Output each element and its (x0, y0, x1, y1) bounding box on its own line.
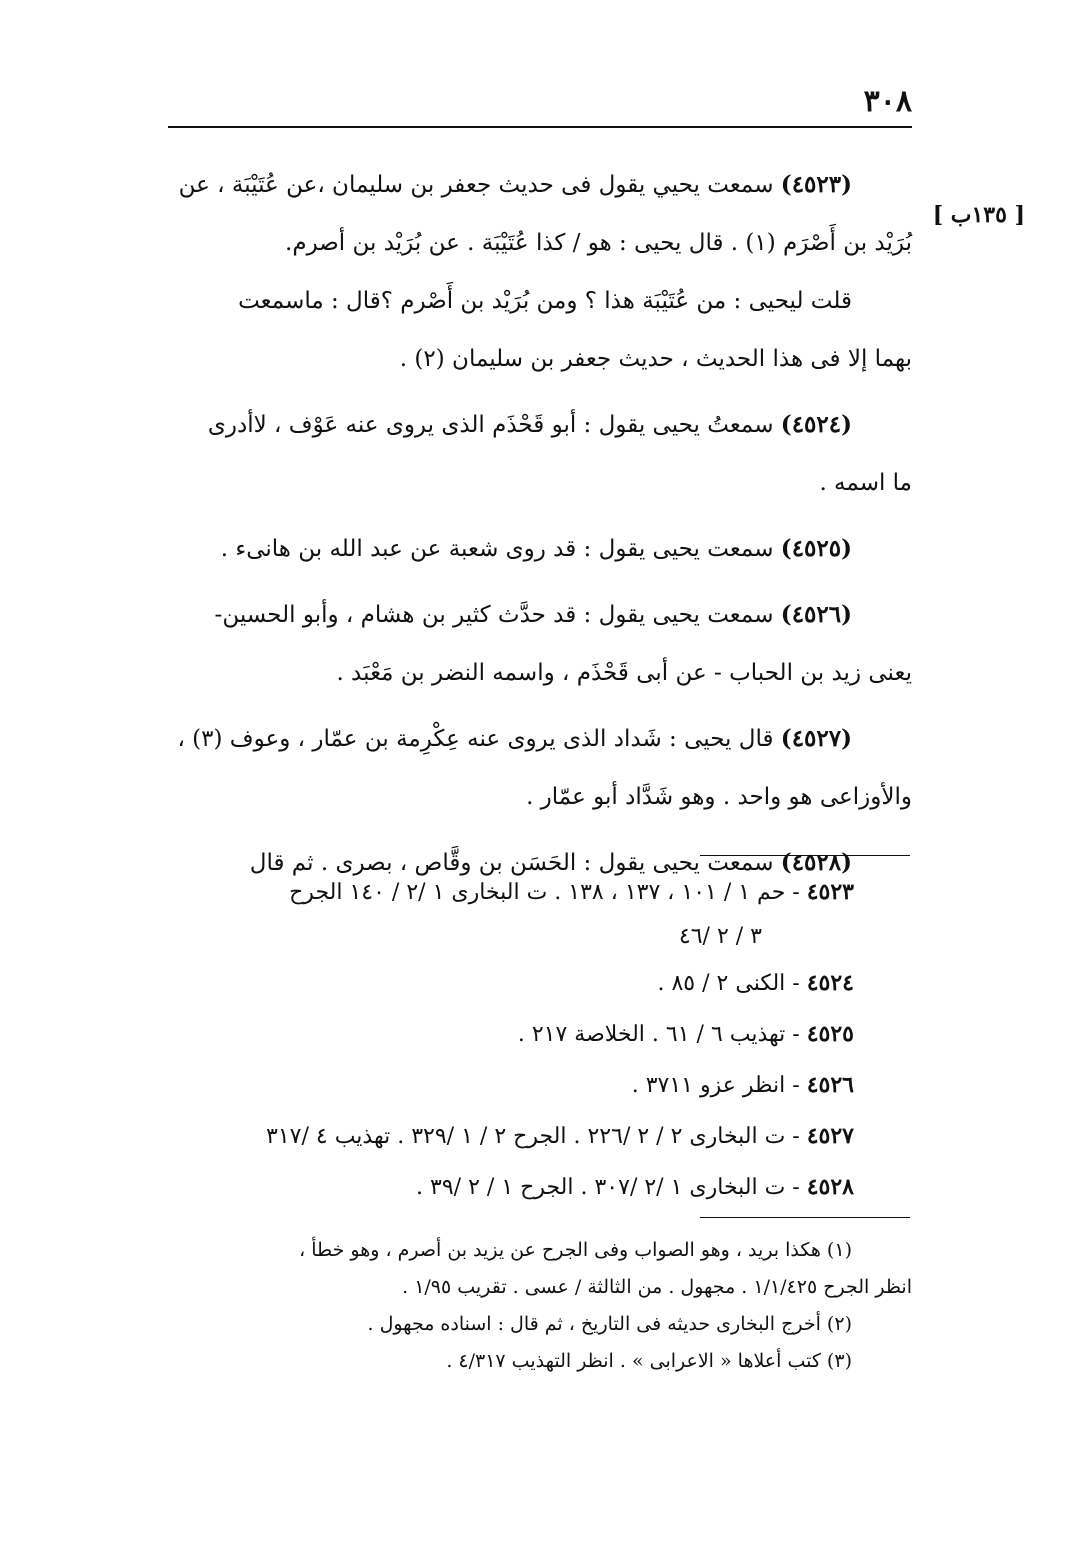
entry-number: (٤٥٢٧) (780, 725, 852, 752)
reference-4525 (168, 1010, 912, 1059)
entry-4523 (168, 156, 912, 388)
footnotes (168, 1232, 912, 1380)
footnotes-separator (700, 1217, 910, 1218)
reference-number: ٤٥٢٥ (806, 1021, 854, 1047)
entry-line: والأوزاعى هو واحد . وهو شَدَّاد أبو عمّار . (526, 784, 912, 810)
entry-number: (٤٥٢٥) (780, 535, 852, 562)
reference-number: ٤٥٢٤ (806, 970, 854, 996)
reference-text: - حم ١ / ١٠١ ، ١٣٧ ، ١٣٨ . ت البخارى ١ /٢ / ١٤٠ الجرح (289, 880, 800, 905)
reference-text: - ت البخارى ١ /٢ /٣٠٧ . الجرح ١ / ٢ /٣٩ . (416, 1175, 800, 1200)
entry-number: (٤٥٢٨) (780, 849, 852, 876)
reference-4524 (168, 959, 912, 1008)
header-rule (168, 126, 912, 128)
reference-4526 (168, 1061, 912, 1110)
reference-4528 (168, 1163, 912, 1212)
entry-number: (٤٥٢٤) (780, 411, 852, 438)
entry-line: سمعتُ يحيى يقول : أبو قَحْذَم الذى يروى عنه عَوْف ، لاأدرى (207, 412, 774, 438)
entry-4524 (168, 396, 912, 512)
footnote-2: (٢) أخرج البخارى حديثه فى التاريخ ، ثم قال : اسناده مجهول . (367, 1313, 852, 1335)
footnote-1: (١) هكذا بريد ، وهو الصواب وفى الجرح عن يزيد بن أصرم ، وهو خطأ ، (299, 1239, 852, 1261)
reference-number: ٤٥٢٨ (806, 1174, 854, 1200)
reference-text: - انظر عزو ٣٧١١ . (631, 1073, 800, 1098)
reference-4527 (168, 1112, 912, 1161)
entry-line: سمعت يحيى يقول : قد روى شعبة عن عبد الله بن هانىء . (220, 536, 774, 562)
main-text (168, 156, 912, 900)
entry-line: قلت ليحيى : من عُتَيْبَة هذا ؟ ومن بُرَيْد بن أَصْرم ؟قال : ماسمعت (238, 288, 852, 314)
entry-line: قال يحيى : شَداد الذى يروى عنه عِكْرِمة بن عمّار ، وعوف (٣) ، (177, 726, 774, 752)
reference-text: - الكنى ٢ / ٨٥ . (657, 971, 800, 996)
entry-4526 (168, 586, 912, 702)
entry-number: (٤٥٢٦) (780, 601, 852, 628)
margin-folio-note: [ ١٣٥ب ] (932, 202, 1025, 228)
entry-line: سمعت يحيى يقول : الحَسَن بن وقَّاص ، بصرى . ثم قال (249, 850, 774, 876)
reference-number: ٤٥٢٧ (806, 1123, 854, 1149)
reference-text: - تهذيب ٦ / ٦١ . الخلاصة ٢١٧ . (517, 1022, 800, 1047)
entry-line: سمعت يحيى يقول : قد حدَّث كثير بن هشام ، وأبو الحسين- (214, 602, 774, 628)
references-list (168, 868, 912, 1214)
reference-continuation: ٣ / ٢ /٤٦ (678, 924, 762, 949)
entry-4525 (168, 520, 912, 578)
references-separator (700, 855, 910, 856)
reference-text: - ت البخارى ٢ / ٢ /٢٢٦ . الجرح ٢ / ١ /٣٢٩ . تهذيب ٤ /٣١٧ (266, 1124, 800, 1149)
footnote-1-continued: انظر الجرح ١/١/٤٢٥ . مجهول . من الثالثة / عسى . تقريب ١/٩٥ . (402, 1276, 912, 1298)
entry-number: (٤٥٢٣) (780, 171, 852, 198)
entry-4527 (168, 710, 912, 826)
entry-line: ما اسمه . (819, 470, 912, 496)
entry-line: بُرَيْد بن أَصْرَم (١) . قال يحيى : هو / كذا عُتَيْبَة . عن بُرَيْد بن أصرم. (285, 230, 912, 256)
reference-number: ٤٥٢٦ (806, 1072, 854, 1098)
reference-number: ٤٥٢٣ (806, 879, 854, 905)
entry-line: يعنى زيد بن الحباب - عن أبى قَحْذَم ، واسمه النضر بن مَعْبَد . (336, 660, 912, 686)
entry-line: بهما إلا فى هذا الحديث ، حديث جعفر بن سليمان (٢) . (399, 346, 912, 372)
entry-line: سمعت يحيي يقول فى حديث جعفر بن سليمان ،عن عُتَيْبَة ، عن (178, 172, 774, 198)
page-number: ٣٠٨ (863, 84, 912, 119)
footnote-3: (٣) كتب أعلاها « الاعرابى » . انظر التهذيب ٤/٣١٧ . (446, 1350, 852, 1372)
reference-4523 (168, 868, 912, 957)
